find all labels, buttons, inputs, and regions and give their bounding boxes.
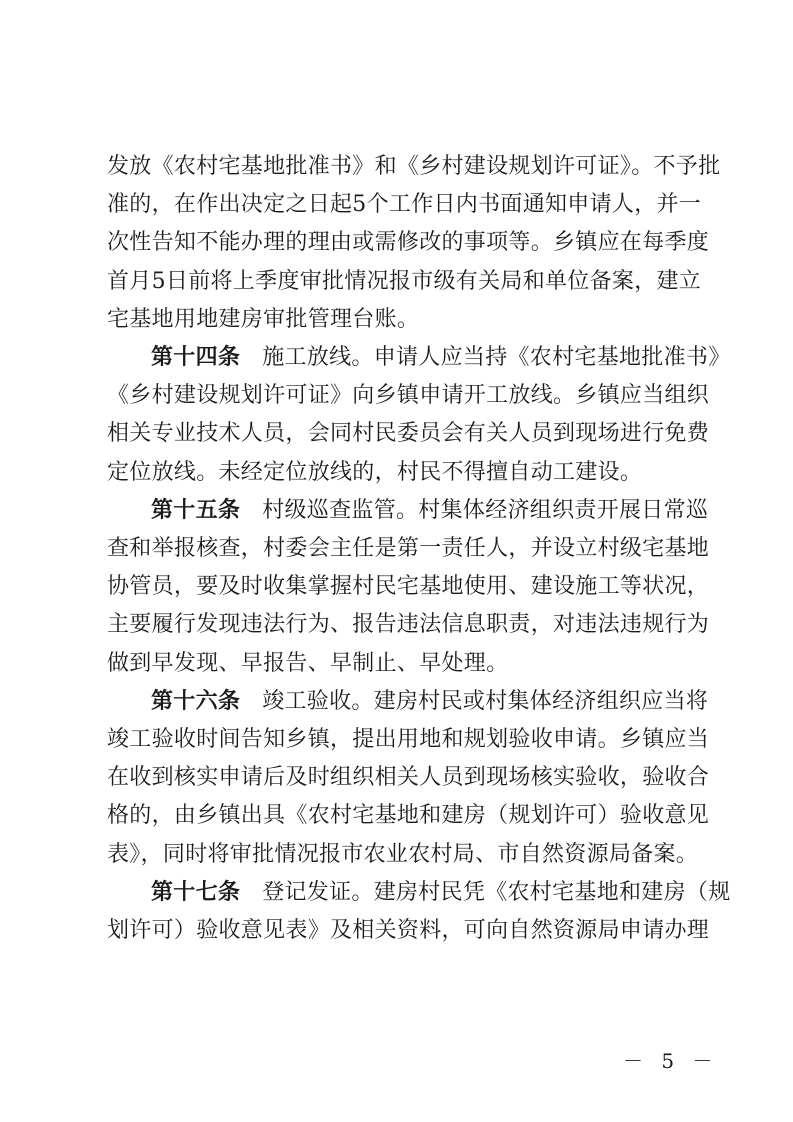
article-number: 第十六条: [151, 688, 241, 714]
text-line: [107, 492, 709, 530]
text-line: 准的，在作出决定之日起5个工作日内书面通知申请人，并一: [107, 192, 702, 218]
text-line: [107, 874, 731, 912]
text-line: 格的，由乡镇出具《农村宅基地和建房（规划许可）验收意见: [107, 803, 710, 829]
article-14: [107, 339, 731, 492]
text-line: 划许可）验收意见表》及相关资料，可向自然资源局申请办理: [107, 918, 710, 944]
article-number: 第十七条: [151, 879, 241, 905]
article-16: [107, 683, 710, 874]
text-line: 《乡村建设规划许可证》向乡镇申请开工放线。乡镇应当组织: [107, 383, 710, 409]
text-line: 做到早发现、早报告、早制止、早处理。: [107, 650, 509, 676]
text-line: 定位放线。未经定位放线的，村民不得擅自动工建设。: [107, 459, 643, 485]
text-line: 表》，同时将审批情况报市农业农村局、市自然资源局备案。: [107, 841, 699, 867]
text-line: [107, 683, 709, 721]
page-number: － 5 －: [623, 1049, 719, 1073]
text-line: 次性告知不能办理的理由或需修改的事项等。乡镇应在每季度: [107, 230, 710, 256]
article-number: 第十四条: [151, 345, 241, 371]
text-line: 相关专业技术人员，会同村民委员会有关人员到现场进行免费: [107, 421, 710, 447]
text-line: 在收到核实申请后及时组织相关人员到现场核实验收，验收合: [107, 765, 710, 791]
text-line: 首月5日前将上季度审批情况报市级有关局和单位备案，建立: [107, 268, 702, 294]
article-text: 竣工验收。建房村民或村集体经济组织应当将: [262, 688, 709, 714]
article-number: 第十五条: [151, 497, 241, 523]
text-line: [107, 339, 731, 377]
text-line: 协管员，要及时收集掌握村民宅基地使用、建设施工等状况，: [107, 574, 710, 600]
article-17: [107, 874, 731, 950]
document-body: [107, 148, 731, 950]
text-line: 查和举报核查，村委会主任是第一责任人，并设立村级宅基地: [107, 536, 710, 562]
text-line: 发放《农村宅基地批准书》和《乡村建设规划许可证》。不予批: [107, 154, 721, 179]
article-text: 施工放线。申请人应当持《农村宅基地批准书》: [262, 345, 731, 371]
text-line: 主要履行发现违法行为、报告违法信息职责，对违法违规行为: [107, 612, 710, 638]
text-line: 宅基地用地建房审批管理台账。: [107, 306, 420, 332]
article-text: 村级巡查监管。村集体经济组织责开展日常巡: [262, 497, 709, 523]
article-15: [107, 492, 710, 683]
text-line: 竣工验收时间告知乡镇，提出用地和规划验收申请。乡镇应当: [107, 727, 710, 753]
paragraph-continuation: [107, 148, 721, 339]
article-text: 登记发证。建房村民凭《农村宅基地和建房（规: [262, 879, 731, 905]
